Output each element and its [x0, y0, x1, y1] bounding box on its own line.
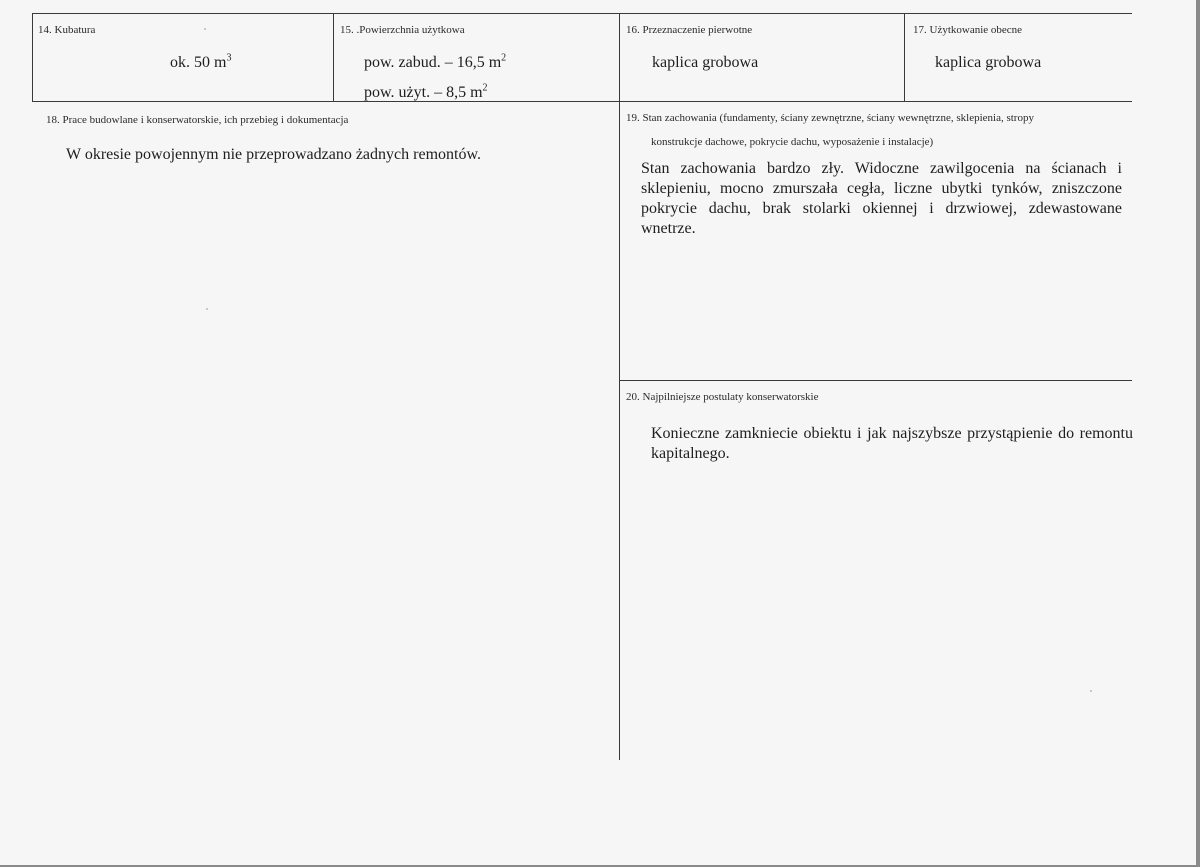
col-divider-14-15: [333, 13, 334, 102]
col-divider-main: [619, 13, 620, 760]
field-16-label: 16. Przeznaczenie pierwotne: [626, 24, 753, 36]
field-17-label: 17. Użytkowanie obecne: [913, 24, 1023, 36]
field-17-value: kaplica grobowa: [935, 54, 1042, 71]
field-18-value: W okresie powojennym nie przeprowadzano żadnych remontów.: [66, 146, 481, 163]
field-15-line-2-sup: 2: [482, 82, 488, 94]
paper-speck: [1090, 690, 1092, 692]
section-20-divider-line: [619, 380, 1132, 381]
top-border-line: [32, 13, 1132, 14]
field-19-label-line-1: 19. Stan zachowania (fundamenty, ściany zewnętrzne, ściany wewnętrzne, sklepienia, stropy: [626, 112, 1034, 124]
field-16-value: kaplica grobowa: [652, 54, 759, 71]
field-14-value: [170, 54, 231, 72]
field-14-value-sup: 3: [226, 52, 232, 64]
left-border-line: [32, 13, 33, 102]
field-15-line-2-text: pow. użyt. – 8,5 m: [364, 84, 483, 101]
field-14-label: 14. Kubatura: [38, 24, 96, 36]
field-15-line-1-text: pow. zabud. – 16,5 m: [364, 54, 502, 71]
field-18-label: 18. Prace budowlane i konserwatorskie, ich przebieg i dokumentacja: [46, 114, 349, 126]
paper-speck: [204, 28, 206, 30]
field-15-label: 15. .Powierzchnia użytkowa: [340, 24, 465, 36]
field-15-line-1: [364, 54, 506, 72]
paper-speck: [206, 308, 208, 310]
field-15-line-2: [364, 84, 488, 102]
row-divider-line: [32, 101, 1132, 102]
field-20-value: Konieczne zamkniecie obiektu i jak najszybsze przystąpienie do remontu kapitalnego.: [651, 425, 1133, 462]
field-14-value-text: ok. 50 m: [170, 54, 227, 71]
field-20-label: 20. Najpilniejsze postulaty konserwatorskie: [626, 391, 819, 403]
field-15-line-1-sup: 2: [501, 52, 507, 64]
field-19-value: Stan zachowania bardzo zły. Widoczne zawilgocenia na ścianach i sklepieniu, mocno zmurszała cegła, liczne ubytki tynków, zniszczone pokrycie dachu, brak stolarki okiennej i drzwiowej, zdewastowane wnetrze.: [641, 160, 1122, 237]
col-divider-16-17: [904, 13, 905, 102]
field-19-label-line-2: konstrukcje dachowe, pokrycie dachu, wyposażenie i instalacje): [651, 136, 934, 148]
